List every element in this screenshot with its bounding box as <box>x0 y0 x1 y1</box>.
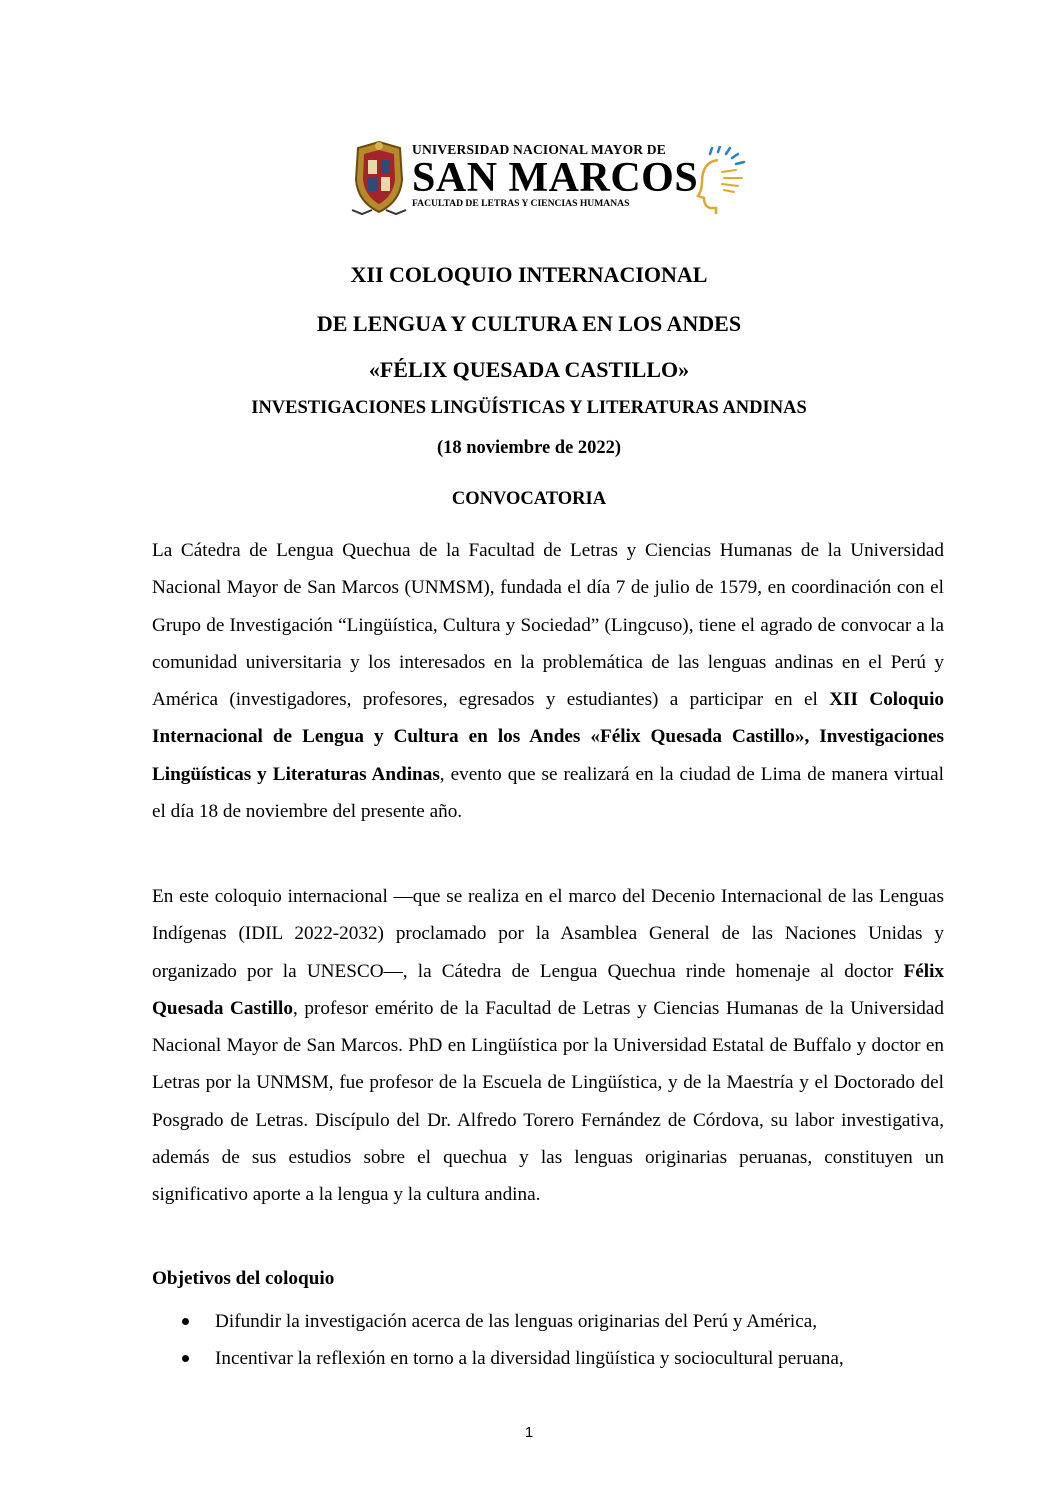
page-number: 1 <box>524 1424 534 1441</box>
homage-text-b: , profesor emérito de la Facultad de Letras y Ciencias Humanas de la Universidad Nacional Mayor de San Marcos. PhD en Lingüística por la Universidad Estatal de Buffalo y doctor en Letras por la UNMSM, fue profesor de la Escuela de Lingüística, y de la Maestría y el Doctorado del Posgrado de Letras. Discípulo del Dr. Alfredo Torero Fernández de Córdova, su labor investigativa, además de sus estudios sobre el quechua y las lenguas originarias peruanas, constituyen un significativo aporte a la lengua y la cultura andina. <box>152 997 944 1206</box>
homage-paragraph <box>152 878 944 1214</box>
intro-paragraph <box>152 532 944 830</box>
intro-event-name: XII Coloquio Internacional de Lengua y Cultura en los Andes «Félix Quesada Castillo», Investigaciones Lingüísticas y Literaturas Andinas <box>152 689 944 785</box>
objectives-title: Objetivos del coloquio <box>152 1268 335 1289</box>
objective-text: Difundir la investigación acerca de las lenguas originarias del Perú y América, <box>215 1311 818 1332</box>
title-line-1: XII COLOQUIO INTERNACIONAL <box>350 262 708 287</box>
list-item <box>152 1340 944 1377</box>
title-line-3: «FÉLIX QUESADA CASTILLO» <box>368 357 690 382</box>
title-line-2: DE LENGUA Y CULTURA EN LOS ANDES <box>316 311 742 336</box>
logo-san-marcos: SAN MARCOS <box>412 155 699 201</box>
bullet-icon <box>182 1355 189 1362</box>
event-date: (18 noviembre de 2022) <box>436 438 622 458</box>
logo-university-line: UNIVERSIDAD NACIONAL MAYOR DE <box>412 142 666 157</box>
objectives-list <box>152 1303 944 1377</box>
homage-text-a: En este coloquio internacional —que se realiza en el marco del Decenio Internacional de las Lenguas Indígenas (IDIL 2022-2032) proclamado por la Asamblea General de las Naciones Unidas y organizado por la UNESCO—, la Cátedra de Lengua Quechua rinde homenaje al doctor <box>152 886 944 982</box>
list-item <box>152 1303 944 1340</box>
homage-honoree-name: Félix Quesada Castillo <box>152 960 944 1019</box>
section-heading: CONVOCATORIA <box>451 489 607 509</box>
subtitle: INVESTIGACIONES LINGÜÍSTICAS Y LITERATURAS ANDINAS <box>251 398 807 418</box>
university-crest-icon <box>350 140 408 216</box>
university-logo <box>350 140 750 218</box>
bullet-icon <box>182 1318 189 1325</box>
intro-text-b: , evento que se realizará en la ciudad de Lima de manera virtual el día 18 de noviembre del presente año. <box>152 763 944 823</box>
objective-text: Incentivar la reflexión en torno a la diversidad lingüística y sociocultural peruana, <box>215 1348 844 1369</box>
intro-text-a: La Cátedra de Lengua Quechua de la Facultad de Letras y Ciencias Humanas de la Universidad Nacional Mayor de San Marcos (UNMSM), fundada el día 7 de julio de 1579, en coordinación con el Grupo de Investigación “Lingüística, Cultura y Sociedad” (Lingcuso), tiene el agrado de convocar a la comunidad universitaria y los interesados en la problemática de las lenguas andinas en el Perú y América (investigadores, profesores, egresados y estudiantes) a participar en el <box>152 540 944 711</box>
logo-faculty-line: FACULTAD DE LETRAS Y CIENCIAS HUMANAS <box>412 198 630 209</box>
faculty-profile-icon <box>688 146 748 216</box>
